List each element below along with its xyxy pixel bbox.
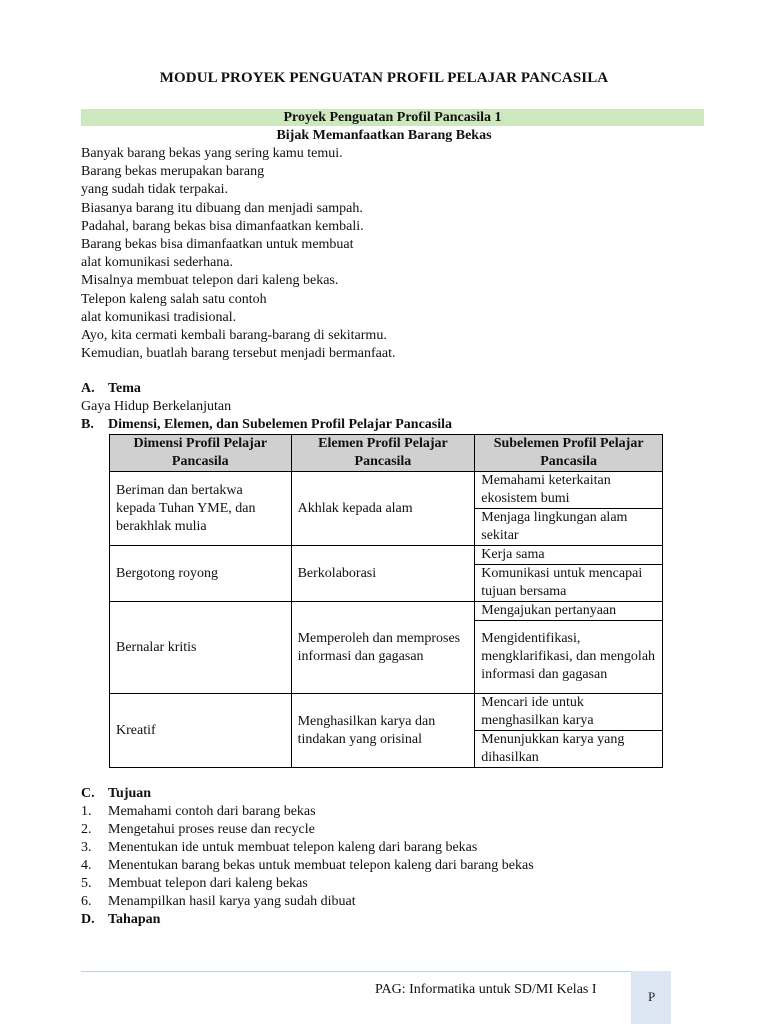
project-subtitle: Bijak Memanfaatkan Barang Bekas: [276, 128, 492, 143]
subelemen-cell: Mencari ide untuk menghasilkan karya: [475, 694, 663, 731]
theme-text: Gaya Hidup Berkelanjutan: [81, 399, 232, 414]
footer-divider: [81, 971, 671, 972]
list-number: 2.: [81, 822, 92, 837]
section-d-heading: [81, 911, 160, 929]
intro-line: yang sudah tidak terpakai.: [81, 182, 228, 198]
list-number: 5.: [81, 876, 92, 891]
table-row: [110, 602, 663, 621]
header-dimensi: Dimensi Profil Pelajar Pancasila: [110, 435, 292, 472]
elemen-cell: Menghasilkan karya dan tindakan yang orisinal: [291, 694, 475, 768]
subelemen-cell: Mengidentifikasi, mengklarifikasi, dan mengolah informasi dan gagasan: [475, 621, 663, 694]
elemen-cell: Berkolaborasi: [291, 546, 475, 602]
intro-line: Padahal, barang bekas bisa dimanfaatkan kembali.: [81, 218, 364, 234]
dimension-table: [109, 434, 663, 768]
page-number: P: [648, 989, 656, 1004]
intro-line: Ayo, kita cermati kembali barang-barang di sekitarmu.: [81, 328, 387, 344]
list-text: Membuat telepon dari kaleng bekas: [108, 876, 308, 891]
table-header-row: [110, 435, 663, 472]
subelemen-cell: Kerja sama: [475, 546, 663, 565]
objectives-list: [81, 803, 534, 911]
list-text: Menampilkan hasil karya yang sudah dibuat: [108, 894, 356, 909]
section-letter: A.: [81, 381, 95, 396]
list-number: 6.: [81, 894, 92, 909]
intro-line: Telepon kaleng salah satu contoh: [81, 291, 267, 307]
list-text: Menentukan ide untuk membuat telepon kaleng dari barang bekas: [108, 840, 478, 855]
list-item: [81, 893, 534, 911]
subelemen-cell: Memahami keterkaitan ekosistem bumi: [475, 472, 663, 509]
page-number-box: [631, 971, 671, 1024]
intro-paragraph: [81, 145, 721, 363]
section-title: Tema: [108, 381, 141, 396]
section-c-heading: [81, 785, 151, 803]
table-row: [110, 546, 663, 565]
intro-line: Kemudian, buatlah barang tersebut menjadi bermanfaat.: [81, 346, 396, 362]
table-row: [110, 472, 663, 509]
section-letter: D.: [81, 912, 95, 927]
subelemen-cell: Menunjukkan karya yang dihasilkan: [475, 731, 663, 768]
dimensi-cell: Kreatif: [110, 694, 292, 768]
section-letter: B.: [81, 417, 94, 432]
list-item: [81, 875, 534, 893]
list-number: 4.: [81, 858, 92, 873]
subelemen-cell: Menjaga lingkungan alam sekitar: [475, 509, 663, 546]
table-row: [110, 694, 663, 731]
footer-text: PAG: Informatika untuk SD/MI Kelas I: [375, 982, 597, 997]
list-item: [81, 821, 534, 839]
intro-line: alat komunikasi sederhana.: [81, 255, 234, 271]
header-elemen: Elemen Profil Pelajar Pancasila: [291, 435, 475, 472]
list-text: Menentukan barang bekas untuk membuat telepon kaleng dari barang bekas: [108, 858, 534, 873]
list-number: 1.: [81, 804, 92, 819]
elemen-cell: Akhlak kepada alam: [291, 472, 475, 546]
section-a-heading: [81, 380, 141, 398]
dimensi-cell: Bergotong royong: [110, 546, 292, 602]
list-item: [81, 803, 534, 821]
subelemen-cell: Komunikasi untuk mencapai tujuan bersama: [475, 565, 663, 602]
list-number: 3.: [81, 840, 92, 855]
list-item: [81, 839, 534, 857]
list-item: [81, 857, 534, 875]
project-name-band: Proyek Penguatan Profil Pancasila 1: [81, 109, 704, 126]
section-title: Dimensi, Elemen, dan Subelemen Profil Pelajar Pancasila: [108, 417, 453, 432]
intro-line: alat komunikasi tradisional.: [81, 309, 237, 325]
document-title: MODUL PROYEK PENGUATAN PROFIL PELAJAR PANCASILA: [159, 70, 609, 86]
section-b-heading: [81, 416, 452, 434]
dimensi-cell: Bernalar kritis: [110, 602, 292, 694]
subelemen-cell: Mengajukan pertanyaan: [475, 602, 663, 621]
intro-line: Biasanya barang itu dibuang dan menjadi sampah.: [81, 200, 363, 216]
section-letter: C.: [81, 786, 95, 801]
list-text: Mengetahui proses reuse dan recycle: [108, 822, 315, 837]
section-title: Tujuan: [108, 786, 152, 801]
list-text: Memahami contoh dari barang bekas: [108, 804, 316, 819]
header-subelemen: Subelemen Profil Pelajar Pancasila: [475, 435, 663, 472]
intro-line: Misalnya membuat telepon dari kaleng bekas.: [81, 273, 339, 289]
elemen-cell: Memperoleh dan memproses informasi dan gagasan: [291, 602, 475, 694]
dimensi-cell: Beriman dan bertakwa kepada Tuhan YME, dan berakhlak mulia: [110, 472, 292, 546]
intro-line: Barang bekas bisa dimanfaatkan untuk membuat: [81, 237, 354, 253]
section-title: Tahapan: [108, 912, 161, 927]
intro-line: Banyak barang bekas yang sering kamu temui.: [81, 146, 343, 161]
intro-line: Barang bekas merupakan barang: [81, 164, 265, 180]
